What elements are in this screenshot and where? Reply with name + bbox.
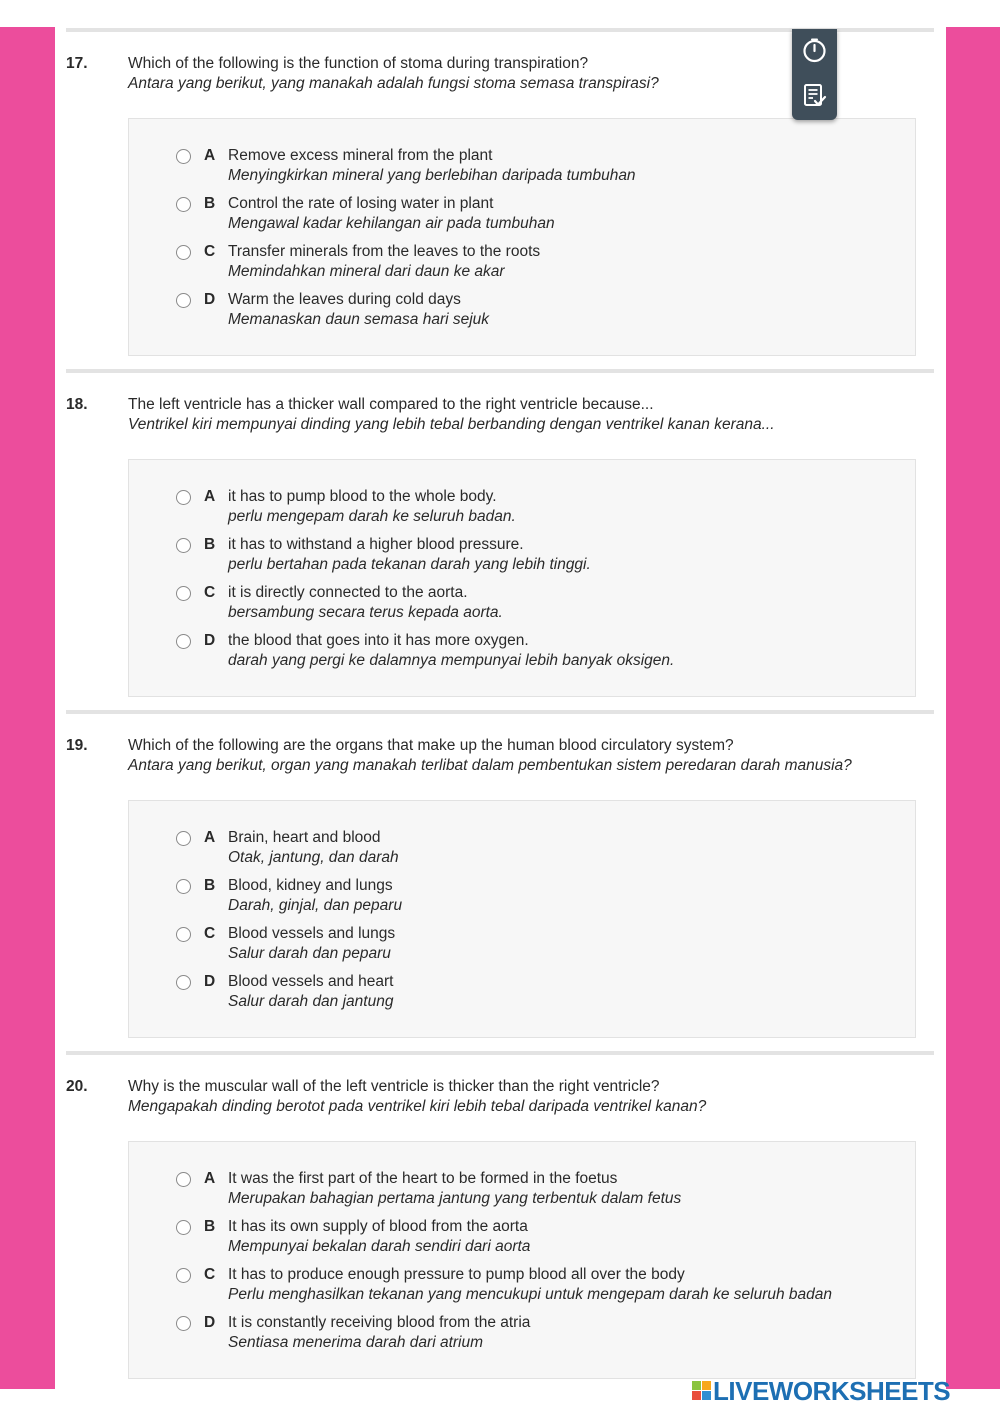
option-text-en: it is directly connected to the aorta.: [228, 584, 468, 601]
divider: [66, 369, 934, 373]
option-letter: C: [204, 584, 216, 601]
radio-button[interactable]: [176, 831, 191, 846]
option-letter: D: [204, 1314, 216, 1331]
option-b[interactable]: [176, 195, 906, 237]
question-number: 17.: [66, 55, 88, 72]
option-text-ms: Mengawal kadar kehilangan air pada tumbuhan: [228, 215, 555, 232]
radio-button[interactable]: [176, 1316, 191, 1331]
radio-button[interactable]: [176, 538, 191, 553]
option-letter: B: [204, 877, 216, 894]
option-letter: A: [204, 829, 216, 846]
option-text-ms: Darah, ginjal, dan peparu: [228, 897, 403, 914]
option-letter: C: [204, 243, 216, 260]
question-text-ms: Antara yang berikut, organ yang manakah terlibat dalam pembentukan sistem peredaran darah manusia?: [128, 757, 852, 774]
option-letter: A: [204, 1170, 216, 1187]
option-a[interactable]: [176, 1170, 906, 1212]
option-text-ms: Salur darah dan jantung: [228, 993, 394, 1010]
question-number: 18.: [66, 396, 88, 413]
option-letter: B: [204, 195, 216, 212]
divider: [66, 710, 934, 714]
radio-button[interactable]: [176, 586, 191, 601]
left-side-bar: [0, 27, 55, 1389]
radio-button[interactable]: [176, 634, 191, 649]
option-letter: D: [204, 291, 216, 308]
divider: [66, 1051, 934, 1055]
timer-icon[interactable]: [801, 37, 828, 64]
logo-mark-icon: [692, 1381, 711, 1400]
question-text-en: Which of the following is the function of stoma during transpiration?: [128, 55, 589, 72]
radio-button[interactable]: [176, 1172, 191, 1187]
option-text-en: Brain, heart and blood: [228, 829, 381, 846]
option-text-ms: Salur darah dan peparu: [228, 945, 391, 962]
option-text-en: Remove excess mineral from the plant: [228, 147, 493, 164]
option-d[interactable]: [176, 291, 906, 333]
option-letter: A: [204, 147, 216, 164]
question-number: 20.: [66, 1078, 88, 1095]
option-text-en: Transfer minerals from the leaves to the roots: [228, 243, 541, 260]
radio-button[interactable]: [176, 879, 191, 894]
radio-button[interactable]: [176, 1220, 191, 1235]
option-d[interactable]: [176, 632, 906, 674]
option-text-ms: Otak, jantung, dan darah: [228, 849, 399, 866]
option-a[interactable]: [176, 147, 906, 189]
option-letter: B: [204, 1218, 216, 1235]
option-letter: C: [204, 925, 216, 942]
floating-toolbar: [792, 29, 837, 120]
options-box: [128, 118, 916, 356]
option-text-en: Blood vessels and lungs: [228, 925, 396, 942]
option-b[interactable]: [176, 536, 906, 578]
liveworksheets-logo: [692, 1377, 992, 1405]
option-b[interactable]: [176, 877, 906, 919]
option-a[interactable]: [176, 488, 906, 530]
option-d[interactable]: [176, 973, 906, 1015]
option-letter: A: [204, 488, 216, 505]
option-letter: C: [204, 1266, 216, 1283]
option-text-ms: bersambung secara terus kepada aorta.: [228, 604, 503, 621]
option-c[interactable]: [176, 584, 906, 626]
radio-button[interactable]: [176, 293, 191, 308]
option-letter: D: [204, 632, 216, 649]
option-text-en: It has to produce enough pressure to pump blood all over the body: [228, 1266, 685, 1283]
option-text-ms: Sentiasa menerima darah dari atrium: [228, 1334, 484, 1351]
radio-button[interactable]: [176, 245, 191, 260]
option-text-en: It is constantly receiving blood from the atria: [228, 1314, 531, 1331]
radio-button[interactable]: [176, 490, 191, 505]
option-text-ms: Mempunyai bekalan darah sendiri dari aorta: [228, 1238, 531, 1255]
finish-icon[interactable]: [801, 82, 828, 109]
option-text-en: Blood vessels and heart: [228, 973, 394, 990]
right-side-bar: [946, 27, 1000, 1389]
question-text-en: Which of the following are the organs that make up the human blood circulatory system?: [128, 737, 734, 754]
option-text-ms: Menyingkirkan mineral yang berlebihan daripada tumbuhan: [228, 167, 636, 184]
options-box: [128, 1141, 916, 1379]
option-c[interactable]: [176, 925, 906, 967]
option-text-en: Control the rate of losing water in plant: [228, 195, 494, 212]
option-c[interactable]: [176, 243, 906, 285]
question-text-en: The left ventricle has a thicker wall compared to the right ventricle because...: [128, 396, 654, 413]
option-text-ms: darah yang pergi ke dalamnya mempunyai lebih banyak oksigen.: [228, 652, 675, 669]
question-text-ms: Antara yang berikut, yang manakah adalah fungsi stoma semasa transpirasi?: [128, 75, 659, 92]
option-d[interactable]: [176, 1314, 906, 1356]
option-text-en: It has its own supply of blood from the aorta: [228, 1218, 528, 1235]
option-text-en: Warm the leaves during cold days: [228, 291, 461, 308]
option-text-en: it has to pump blood to the whole body.: [228, 488, 497, 505]
option-letter: B: [204, 536, 216, 553]
option-text-ms: perlu bertahan pada tekanan darah yang lebih tinggi.: [228, 556, 591, 573]
options-box: [128, 800, 916, 1038]
question-text-ms: Ventrikel kiri mempunyai dinding yang lebih tebal berbanding dengan ventrikel kanan kerana...: [128, 416, 775, 433]
radio-button[interactable]: [176, 149, 191, 164]
option-text-en: the blood that goes into it has more oxygen.: [228, 632, 529, 649]
radio-button[interactable]: [176, 927, 191, 942]
option-text-ms: Memanaskan daun semasa hari sejuk: [228, 311, 490, 328]
radio-button[interactable]: [176, 1268, 191, 1283]
options-box: [128, 459, 916, 697]
option-a[interactable]: [176, 829, 906, 871]
option-text-en: Blood, kidney and lungs: [228, 877, 393, 894]
question-text-ms: Mengapakah dinding berotot pada ventrikel kiri lebih tebal daripada ventrikel kanan?: [128, 1098, 707, 1115]
option-b[interactable]: [176, 1218, 906, 1260]
logo-text: LIVEWORKSHEETS: [713, 1376, 951, 1406]
option-letter: D: [204, 973, 216, 990]
radio-button[interactable]: [176, 197, 191, 212]
question-text-en: Why is the muscular wall of the left ventricle is thicker than the right ventricle?: [128, 1078, 660, 1095]
option-text-en: it has to withstand a higher blood pressure.: [228, 536, 524, 553]
question-number: 19.: [66, 737, 88, 754]
radio-button[interactable]: [176, 975, 191, 990]
option-text-ms: Perlu menghasilkan tekanan yang mencukupi untuk mengepam darah ke seluruh badan: [228, 1286, 833, 1303]
option-text-ms: Memindahkan mineral dari daun ke akar: [228, 263, 505, 280]
option-text-ms: Merupakan bahagian pertama jantung yang terbentuk dalam fetus: [228, 1190, 682, 1207]
option-text-ms: perlu mengepam darah ke seluruh badan.: [228, 508, 516, 525]
option-c[interactable]: [176, 1266, 906, 1308]
option-text-en: It was the first part of the heart to be formed in the foetus: [228, 1170, 618, 1187]
